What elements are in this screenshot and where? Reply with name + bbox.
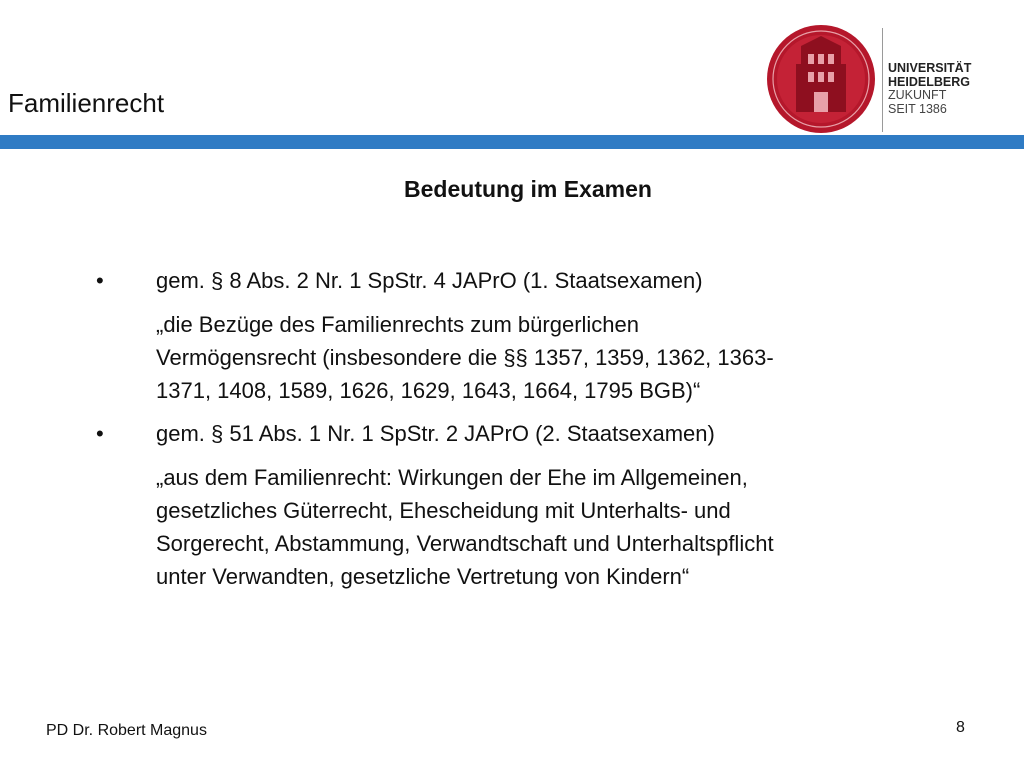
- quote-line: Sorgerecht, Abstammung, Verwandtschaft und Unterhaltspflicht: [156, 531, 774, 556]
- bullet-item: [0, 268, 1024, 308]
- logo-divider: [882, 28, 883, 132]
- quote-line: „die Bezüge des Familienrechts zum bürgerlichen: [156, 312, 640, 337]
- bullet-text: gem. § 51 Abs. 1 Nr. 1 SpStr. 2 JAPrO (2. Staatsexamen): [156, 421, 715, 446]
- logo-line-1: UNIVERSITÄT: [888, 61, 972, 75]
- bullet-icon: •: [96, 268, 104, 293]
- bullet-icon: •: [96, 421, 104, 446]
- header-accent-bar: [0, 135, 1024, 149]
- logo-line-3: ZUKUNFT: [888, 88, 947, 102]
- bullet-item: [0, 421, 1024, 461]
- slide-header-title: Familienrecht: [8, 88, 165, 118]
- quote-line: „aus dem Familienrecht: Wirkungen der Ehe im Allgemeinen,: [156, 465, 748, 490]
- footer-author: PD Dr. Robert Magnus: [46, 722, 207, 739]
- logo-line-4: SEIT 1386: [888, 101, 947, 116]
- quote-block: [156, 461, 976, 593]
- page-number: 8: [956, 719, 965, 736]
- university-seal-icon: [766, 24, 876, 134]
- quote-line: Vermögensrecht (insbesondere die §§ 1357, 1359, 1362, 1363-: [156, 345, 774, 370]
- quote-block: [156, 308, 976, 407]
- university-logo-text: [888, 62, 971, 116]
- bullet-text: gem. § 8 Abs. 2 Nr. 1 SpStr. 4 JAPrO (1. Staatsexamen): [156, 268, 703, 293]
- logo-line-2: HEIDELBERG: [888, 74, 970, 89]
- slide-heading: Bedeutung im Examen: [404, 176, 652, 202]
- quote-line: unter Verwandten, gesetzliche Vertretung von Kindern“: [156, 564, 690, 589]
- slide-content: [0, 268, 1024, 607]
- quote-line: gesetzliches Güterrecht, Ehescheidung mit Unterhalts- und: [156, 498, 731, 523]
- quote-line: 1371, 1408, 1589, 1626, 1629, 1643, 1664, 1795 BGB)“: [156, 378, 701, 403]
